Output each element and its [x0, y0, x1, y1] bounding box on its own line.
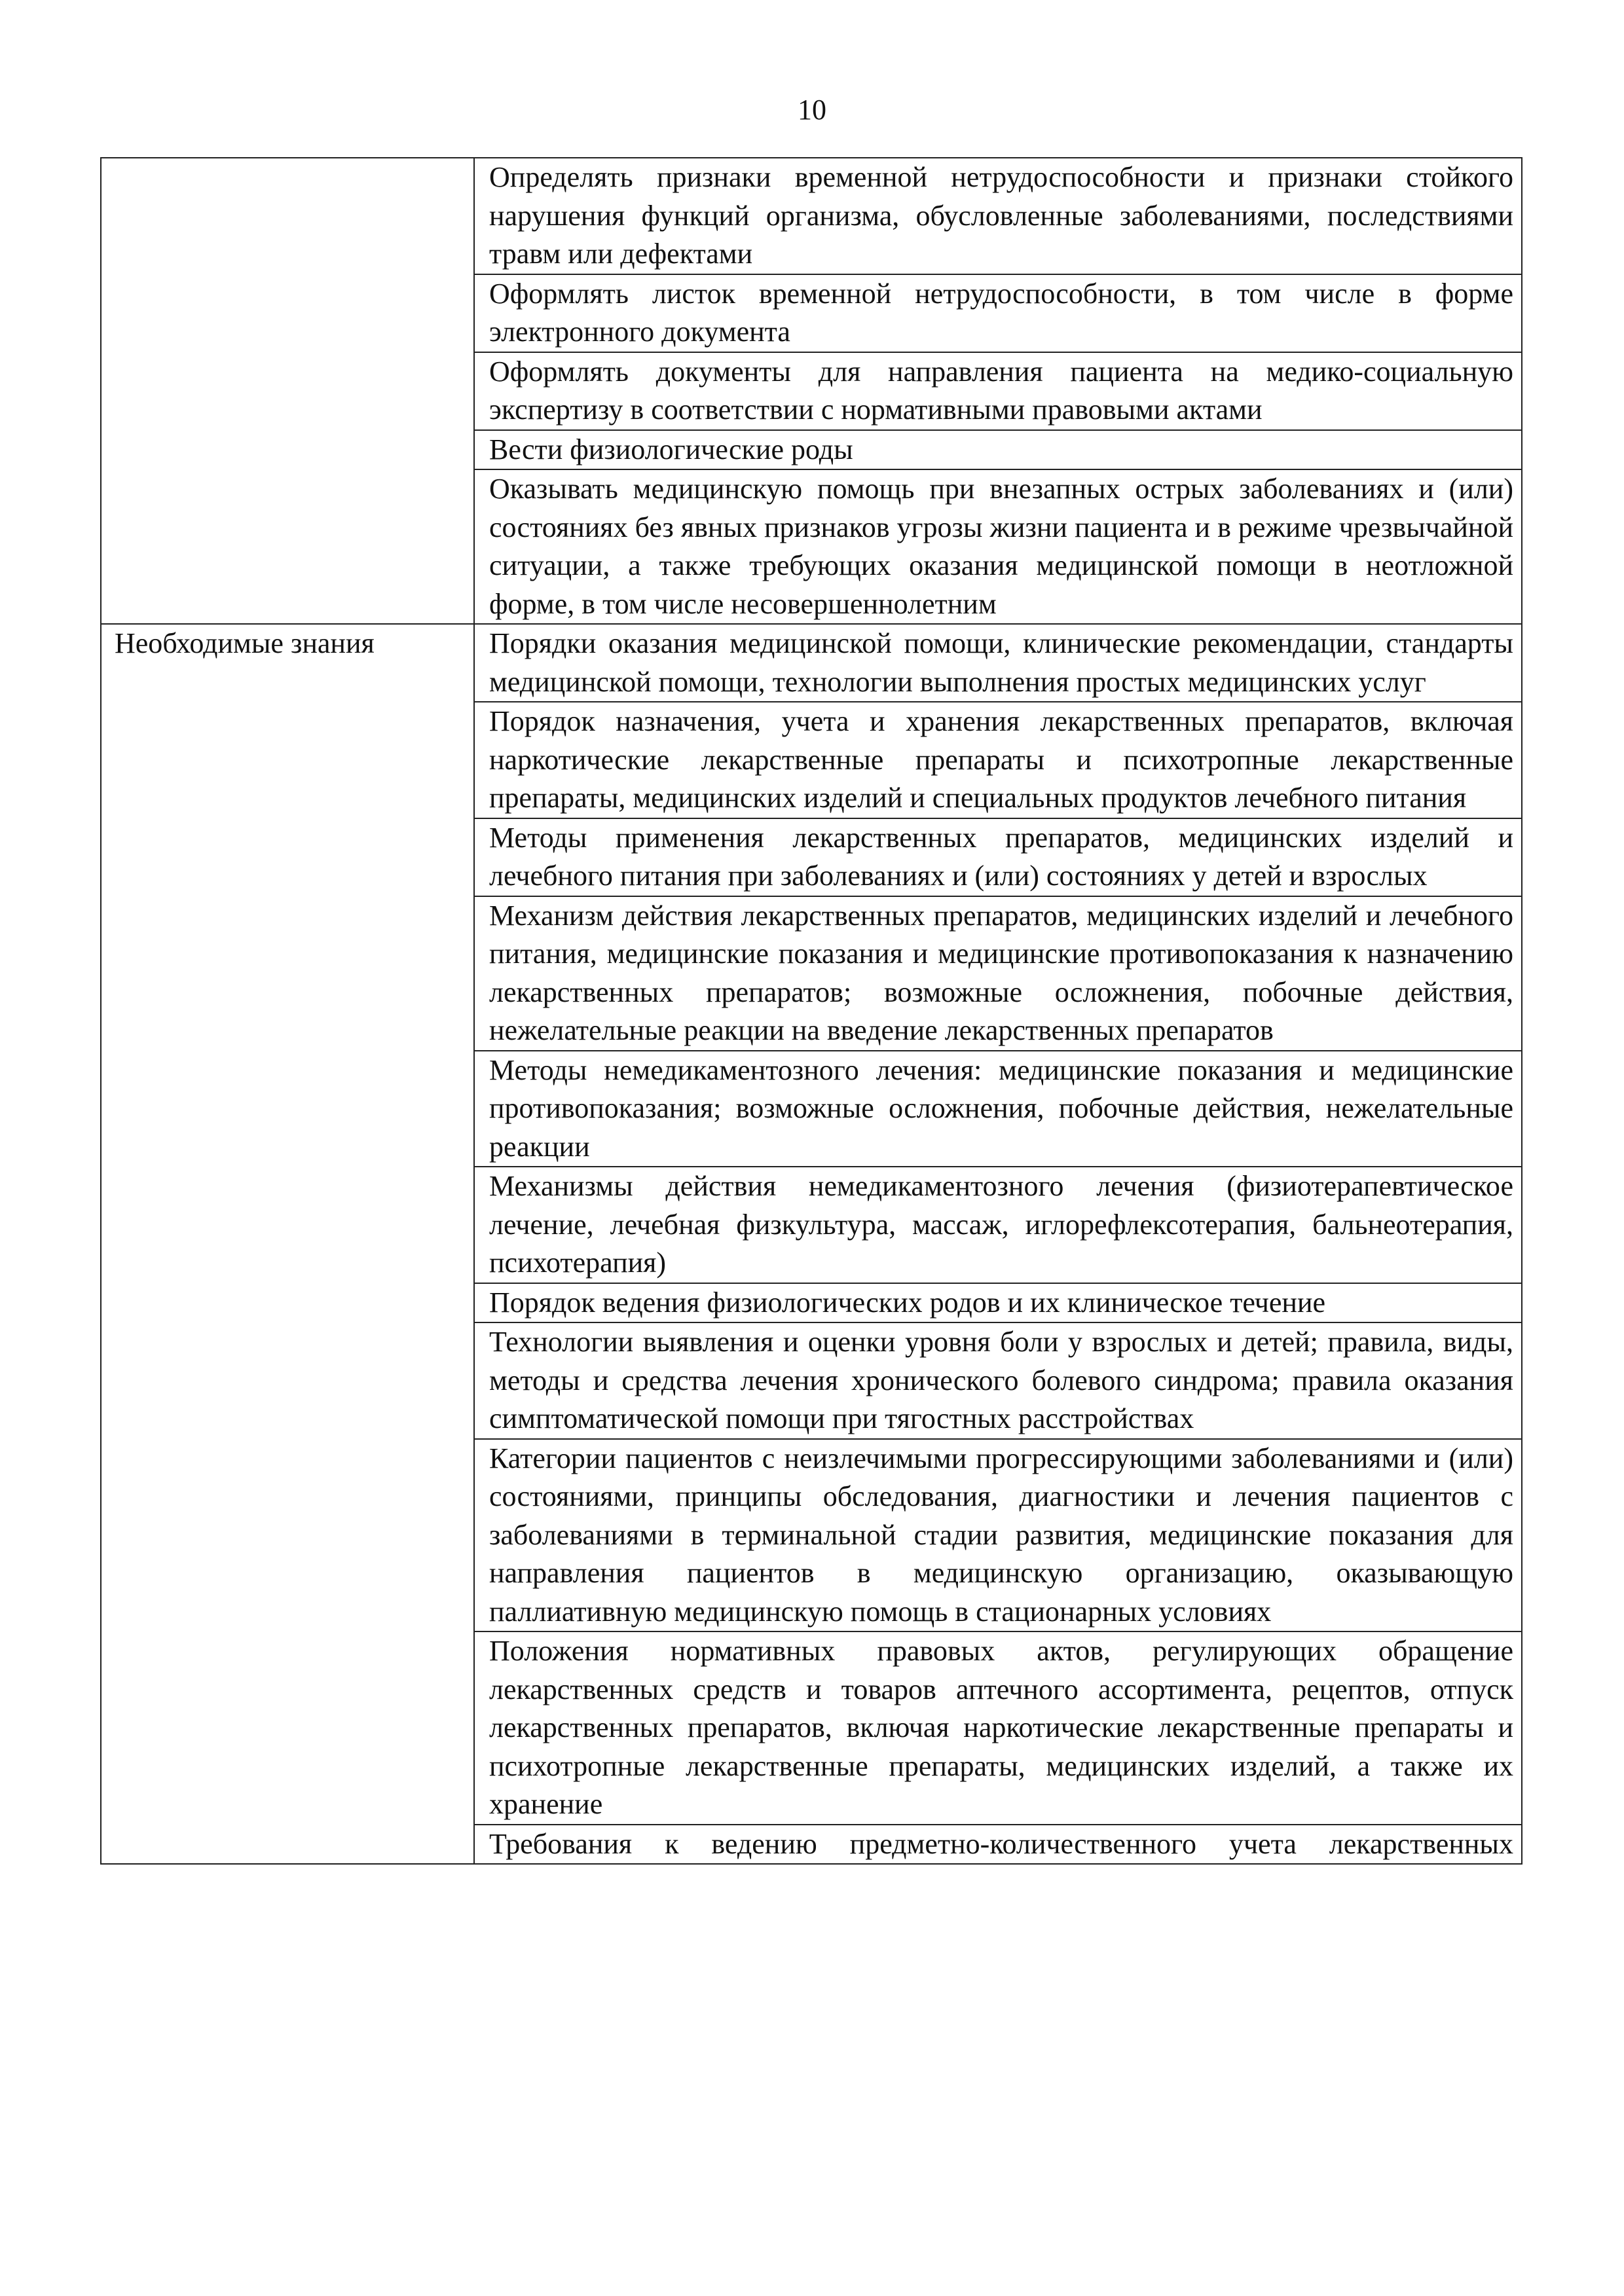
- requirement-cell: Положения нормативных правовых актов, регулирующих обращение лекарственных средств и товаров аптечного ассортимента, рецептов, отпуск лекарственных препаратов, включая наркотические лекарственные препараты и психотропные лекарственные препараты, медицинских изделий, а также их хранение: [474, 1631, 1522, 1825]
- requirement-cell: Методы немедикаментозного лечения: медицинские показания и медицинские противопоказания; возможные осложнения, побочные действия, нежелательные реакции: [474, 1051, 1522, 1167]
- requirement-cell: Методы применения лекарственных препаратов, медицинских изделий и лечебного питания при заболеваниях и (или) состояниях у детей и взрослых: [474, 818, 1522, 896]
- row-label-cell: [101, 158, 474, 624]
- requirement-cell: Механизмы действия немедикаментозного лечения (физиотерапевтическое лечение, лечебная физкультура, массаж, иглорефлексотерапия, бальнеотерапия, психотерапия): [474, 1167, 1522, 1283]
- requirement-cell: Технологии выявления и оценки уровня боли у взрослых и детей; правила, виды, методы и средства лечения хронического болевого синдрома; правила оказания симптоматической помощи при тягостных расстройствах: [474, 1322, 1522, 1439]
- requirement-cell: Вести физиологические роды: [474, 430, 1522, 470]
- requirement-cell: Определять признаки временной нетрудоспособности и признаки стойкого нарушения функций организма, обусловленные заболеваниями, последствиями травм или дефектами: [474, 158, 1522, 274]
- requirement-cell: Оформлять документы для направления пациента на медико-социальную экспертизу в соответствии с нормативными правовыми актами: [474, 352, 1522, 430]
- requirement-cell: Оформлять листок временной нетрудоспособности, в том числе в форме электронного документа: [474, 274, 1522, 352]
- table-row: [101, 624, 1522, 702]
- row-label-cell: Необходимые знания: [101, 624, 474, 1864]
- requirement-cell: Оказывать медицинскую помощь при внезапных острых заболеваниях и (или) состояниях без явных признаков угрозы жизни пациента и в режиме чрезвычайной ситуации, а также требующих оказания медицинской помощи в неотложной форме, в том числе несовершеннолетним: [474, 469, 1522, 624]
- page-number: 10: [798, 94, 826, 126]
- table-row: [101, 158, 1522, 274]
- requirement-cell: Категории пациентов с неизлечимыми прогрессирующими заболеваниями и (или) состояниями, принципы обследования, диагностики и лечения пациентов с заболеваниями в терминальной стадии развития, медицинские показания для направления пациентов в медицинскую организацию, оказывающую паллиативную медицинскую помощь в стационарных условиях: [474, 1439, 1522, 1632]
- competency-table: [100, 157, 1522, 1865]
- requirement-cell: Требования к ведению предметно-количественного учета лекарственных: [474, 1825, 1522, 1865]
- requirement-cell: Механизм действия лекарственных препаратов, медицинских изделий и лечебного питания, медицинские показания и медицинские противопоказания к назначению лекарственных препаратов; возможные осложнения, побочные действия, нежелательные реакции на введение лекарственных препаратов: [474, 896, 1522, 1051]
- requirement-cell: Порядок назначения, учета и хранения лекарственных препаратов, включая наркотические лекарственные препараты и психотропные лекарственные препараты, медицинских изделий и специальных продуктов лечебного питания: [474, 702, 1522, 818]
- requirement-cell: Порядки оказания медицинской помощи, клинические рекомендации, стандарты медицинской помощи, технологии выполнения простых медицинских услуг: [474, 624, 1522, 702]
- requirement-cell: Порядок ведения физиологических родов и их клиническое течение: [474, 1283, 1522, 1323]
